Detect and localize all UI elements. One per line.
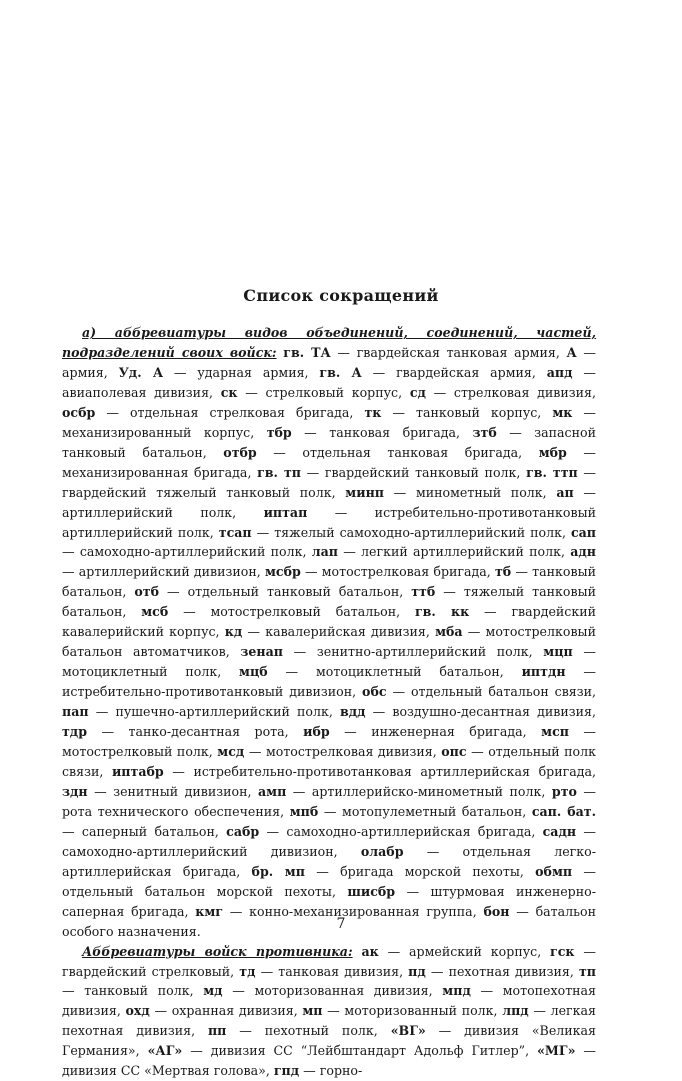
abbreviation-definition: артиллерийский полк <box>62 504 233 520</box>
abbreviation-term: ибр <box>303 724 330 740</box>
abbreviation-entry: сабр — самоходно-артиллерийская бригада <box>226 823 532 839</box>
abbreviation-entry: зенап — зенитно-артиллерийский полк <box>240 644 529 660</box>
abbreviation-entry: ак — армейский корпус <box>361 943 538 959</box>
abbreviation-term: сабр <box>226 823 260 839</box>
abbreviation-definition: отдельный батальон морской пехоты <box>62 883 332 899</box>
abbreviation-term: пап <box>62 704 89 720</box>
abbreviation-entry: охд — охранная дивизия <box>125 1003 294 1019</box>
abbreviation-definition: батальон особого назначения <box>62 903 596 939</box>
abbreviation-definition: моторизованный полк <box>344 1003 494 1019</box>
abbreviation-definition: механизированная бригада <box>62 464 248 480</box>
abbreviation-entry: мк — механизированный корпус <box>62 404 597 440</box>
abbreviation-definition: рота технического обеспечения <box>62 803 281 819</box>
abbreviation-definition: мотострелковая дивизия <box>265 744 433 760</box>
abbreviation-entry: гв. ТА — гвардейская танковая армия <box>283 344 556 360</box>
abbreviation-term: «МГ» <box>537 1043 576 1059</box>
abbreviation-term: иптап <box>263 504 308 520</box>
abbreviation-term: тсап <box>218 524 252 540</box>
abbreviation-definition: отдельный танковый батальон <box>187 584 400 600</box>
abbreviation-term: мцб <box>239 664 268 680</box>
abbreviation-term: А <box>566 344 577 360</box>
abbreviation-entry: мцп — мотоциклетный полк <box>62 644 596 680</box>
abbreviation-entry: гв. кк — гвардейский кавалерийский корпус <box>62 604 597 640</box>
abbreviation-term: адн <box>570 544 596 560</box>
abbreviation-entry: тб — танковый батальон <box>62 564 596 600</box>
abbreviation-definition: самоходно-артиллерийская бригада <box>286 823 532 839</box>
abbreviation-definition: тяжелый самоходно-артиллерийский полк <box>274 524 562 540</box>
abbreviation-term: шисбр <box>347 883 396 899</box>
abbreviation-definition: дивизия СС “Лейбштандарт Адольф Гитлер” <box>210 1043 526 1059</box>
abbreviation-definition: тяжелый танковый батальон <box>62 584 596 620</box>
abbreviation-entry: мсд — мотострелковая дивизия <box>217 744 433 760</box>
abbreviation-definition: танковый полк <box>84 983 190 999</box>
abbreviation-term: иптабр <box>111 763 164 779</box>
abbreviation-term: гв. ТА <box>283 344 331 360</box>
abbreviation-definition: штурмовая инженерно-саперная бригада <box>62 883 596 919</box>
abbreviation-definition: отдельный полк связи <box>62 744 596 779</box>
abbreviation-definition: танковый корпус <box>416 404 538 420</box>
abbreviation-definition: мотострелковый батальон автоматчиков <box>62 624 596 660</box>
abbreviation-definition: мотоциклетный полк <box>62 664 218 680</box>
abbreviation-term: опс <box>441 744 467 760</box>
section-paragraph: а) аббревиатуры видов объединений, соединений, частей, подразделений своих войск: гв. ТА — гвардейская танковая армия, А — армия, Уд. А — ударная армия, гв. А — гвардейская армия, апд — авиаполевая дивизия, ск — стрелковый корпус, сд — стрелковая дивизия, осбр — отдельная стрелковая бригада, тк — танковый корпус, мк — механизированный корпус, тбр — танковая бригада, зтб — запасной танковый батальон, отбр — отдельная танковая бригада, мбр — механизированная бригада, гв. тп — гвардейский танковый полк, гв. ттп — гвардейский тяжелый танковый полк, минп — минометный полк, ап — артиллерийский полк, иптап — истребительно-противотанковый артиллерийский полк, тсап — тяжелый самоходно-артиллерийский полк, сап — самоходно-артиллерийский полк, лап — легкий артиллерийский полк, адн — артиллерийский дивизион, мсбр — мотострелковая бригада, тб — танковый батальон, отб — отдельный танковый батальон, ттб — тяжелый танковый батальон, мсб — мотострелковый батальон, гв. кк — гвардейский кавалерийский корпус, кд — кавалерийская дивизия, мба — мотострелковый батальон автоматчиков, зенап — зенитно-артиллерийский полк, мцп — мотоциклетный полк, мцб — мотоциклетный батальон, иптдн — истребительно-противотанковый дивизион, обс — отдельный батальон связи, пап — пушечно-артиллерийский полк, вдд — воздушно-десантная дивизия, тдр — танко-десантная рота, ибр — инженерная бригада, мсп — мотострелковый полк, мсд — мотострелковая дивизия, опс — отдельный полк связи, иптабр — истребительно-противотанковая артиллерийская бригада, здн — зенитный дивизион, амп — артиллерийско-минометный полк, рто — рота технического обеспечения, мпб — мотопулеметный батальон, сап. бат. — саперный батальон, сабр — самоходно-артиллерийская бригада, садн — самоходно-артиллерийский дивизион, олабр — отдельная легко-артиллерийская бригада, бр. мп — бригада морской пехоты, обмп — отдельный батальон морской пехоты, шисбр — штурмовая инженерно-саперная бригада, кмг — конно-механизированная группа, бон — батальон особого назначения. <box>62 325 597 939</box>
abbreviation-entry: мбр — механизированная бригада <box>62 444 596 480</box>
abbreviation-term: мсб <box>141 604 169 620</box>
abbreviation-definition: горно- <box>319 1063 363 1079</box>
abbreviation-entry: иптабр — истребительно-противотанковая артиллерийская бригада <box>111 763 592 779</box>
abbreviation-term: отб <box>134 584 160 600</box>
abbreviation-entry: бон — батальон особого назначения <box>62 903 596 939</box>
abbreviation-entry: рто — рота технического обеспечения <box>62 783 596 819</box>
abbreviation-term: гв. А <box>319 364 362 380</box>
abbreviation-term: тб <box>494 564 512 580</box>
abbreviation-term: пп <box>207 1023 227 1039</box>
abbreviation-entry: лап — легкий артиллерийский полк <box>311 544 561 560</box>
abbreviation-definition: отдельный батальон связи <box>410 684 592 700</box>
abbreviation-entry: гв. ттп — гвардейский тяжелый танковый полк <box>62 464 596 500</box>
abbreviation-term: мк <box>552 404 573 420</box>
abbreviation-entry: тд — танковая дивизия <box>239 963 400 979</box>
abbreviation-definition: конно-механизированная группа <box>249 903 473 919</box>
abbreviation-entry: тсап — тяжелый самоходно-артиллерийский полк <box>218 524 562 540</box>
abbreviation-term: ттб <box>411 584 436 600</box>
abbreviation-definition: мотострелковая бригада <box>321 564 487 580</box>
abbreviation-definition: танковая бригада <box>329 424 456 440</box>
abbreviation-entry: ибр — инженерная бригада <box>303 724 523 740</box>
abbreviation-entry: бр. мп — бригада морской пехоты <box>251 863 520 879</box>
abbreviation-definition: мотострелковый полк <box>62 744 209 760</box>
abbreviation-term: мп <box>302 1003 323 1019</box>
abbreviation-entry: гв. тп — гвардейский танковый полк <box>257 464 517 480</box>
abbreviation-term: гск <box>550 943 575 959</box>
abbreviation-entry: лпд — легкая пехотная дивизия <box>62 1003 596 1039</box>
page-number: 7 <box>336 916 346 932</box>
abbreviation-entry: ттб — тяжелый танковый батальон <box>62 584 596 620</box>
abbreviation-entry: апд — авиаполевая дивизия <box>62 364 596 400</box>
abbreviation-term: бон <box>483 903 510 919</box>
abbreviation-entry: отб — отдельный танковый батальон <box>134 584 400 600</box>
abbreviation-definition: бригада морской пехоты <box>340 863 520 879</box>
abbreviation-definition: отдельная легко-артиллерийская бригада <box>62 843 596 879</box>
abbreviation-term: апд <box>546 364 573 380</box>
abbreviation-term: сап. бат. <box>531 803 596 819</box>
abbreviation-entry: ап — артиллерийский полк <box>62 484 596 520</box>
abbreviation-definition: мотострелковый батальон <box>210 604 397 620</box>
abbreviation-entry: пп — пехотный полк <box>207 1023 374 1039</box>
abbreviation-entry: иптап — истребительно-противотанковый артиллерийский полк <box>62 504 596 540</box>
abbreviation-entry: «МГ» — дивизия СС «Мертвая голова» <box>62 1043 596 1079</box>
abbreviation-term: тдр <box>62 724 88 740</box>
section-label: а) аббревиатуры видов объединений, соединений, частей, подразделений своих войск: <box>62 325 596 360</box>
abbreviation-entry: «АГ» — дивизия СС “Лейбштандарт Адольф Гитлер” <box>147 1043 526 1059</box>
abbreviation-entry: олабр — отдельная легко-артиллерийская бригада <box>62 843 596 879</box>
abbreviation-term: зтб <box>472 424 497 440</box>
abbreviation-definition: армейский корпус <box>409 943 538 959</box>
abbreviation-definition: легкий артиллерийский полк <box>361 544 561 560</box>
abbreviation-entry: мп — моторизованный полк <box>302 1003 494 1019</box>
abbreviation-entry: адн — артиллерийский дивизион <box>62 544 596 580</box>
abbreviation-entry: тп — танковый полк <box>62 963 596 999</box>
abbreviation-definition: дивизия «Великая Германия» <box>62 1023 596 1059</box>
abbreviation-entry: «ВГ» — дивизия «Великая Германия» <box>62 1023 596 1059</box>
abbreviation-entry: сап — самоходно-артиллерийский полк <box>62 524 597 560</box>
abbreviation-term: садн <box>542 823 577 839</box>
abbreviation-term: мпб <box>289 803 319 819</box>
abbreviation-entry: пап — пушечно-артиллерийский полк <box>62 704 329 720</box>
abbreviation-term: амп <box>257 783 287 799</box>
abbreviation-definition: механизированный корпус <box>62 424 251 440</box>
abbreviation-term: вдд <box>340 704 366 720</box>
abbreviation-definition: самоходно-артиллерийский дивизион <box>62 843 334 859</box>
abbreviation-term: Уд. А <box>118 364 164 380</box>
abbreviation-entry: кмг — конно-механизированная группа <box>195 903 473 919</box>
abbreviation-entry: мпб — мотопулеметный батальон <box>289 803 523 819</box>
abbreviation-definition: истребительно-противотанковый дивизион <box>62 684 353 700</box>
abbreviation-term: лап <box>311 544 338 560</box>
abbreviation-definition: отдельная стрелковая бригада <box>129 404 350 420</box>
abbreviation-entry: мсбр — мотострелковая бригада <box>264 564 487 580</box>
abbreviation-definition: истребительно-противотанковый артиллерийский полк <box>62 504 596 540</box>
abbreviation-definition: инженерная бригада <box>371 724 523 740</box>
abbreviation-definition: армия <box>62 364 104 380</box>
abbreviation-entry: мсб — мотострелковый батальон <box>141 604 397 620</box>
abbreviation-entry: мцб — мотоциклетный батальон <box>239 664 500 680</box>
abbreviation-list <box>62 323 596 1081</box>
abbreviation-entry: отбр — отдельная танковая бригада <box>223 444 519 460</box>
abbreviation-term: сд <box>409 384 426 400</box>
abbreviation-term: мд <box>203 983 223 999</box>
abbreviation-term: тк <box>364 404 382 420</box>
abbreviation-term: мбр <box>538 444 567 460</box>
abbreviation-term: зенап <box>240 644 284 660</box>
abbreviation-entry: тбр — танковая бригада <box>266 424 456 440</box>
abbreviation-definition: кавалерийская дивизия <box>265 624 426 640</box>
page-title: Список сокращений <box>243 286 439 305</box>
abbreviation-term: кмг <box>195 903 224 919</box>
abbreviation-definition: ударная армия <box>197 364 305 380</box>
abbreviation-definition: мотоциклетный батальон <box>315 664 500 680</box>
abbreviation-definition: артиллерийский дивизион <box>78 564 257 580</box>
abbreviation-entry: опс — отдельный полк связи <box>62 744 596 779</box>
abbreviation-term: иптдн <box>521 664 566 680</box>
abbreviation-definition: танко-десантная рота <box>128 724 285 740</box>
abbreviation-term: гв. ттп <box>526 464 578 480</box>
abbreviation-term: мсд <box>217 744 245 760</box>
section-paragraph: Аббревиатуры войск противника: ак — армейский корпус, гск — гвардейский стрелковый, тд — танковая дивизия, пд — пехотная дивизия, тп — танковый полк, мд — моторизованная дивизия, мпд — мотопехотная дивизия, охд — охранная дивизия, мп — моторизованный полк, лпд — легкая пехотная дивизия, пп — пехотный полк, «ВГ» — дивизия «Великая Германия», «АГ» — дивизия СС “Лейбштандарт Адольф Гитлер”, «МГ» — дивизия СС «Мертвая голова», гпд — горно- <box>62 943 597 1079</box>
abbreviation-term: мцп <box>543 644 573 660</box>
abbreviation-definition: гвардейская танковая армия <box>356 344 556 360</box>
abbreviation-entry: А — армия <box>62 344 597 380</box>
abbreviation-entry: мсп — мотострелковый полк <box>62 724 597 760</box>
abbreviation-term: здн <box>62 783 88 799</box>
abbreviation-entry: шисбр — штурмовая инженерно-саперная бригада <box>62 883 596 919</box>
abbreviation-entry: сд — стрелковая дивизия <box>409 384 592 400</box>
abbreviation-definition: истребительно-противотанковая артиллерийская бригада <box>193 763 592 779</box>
abbreviation-definition: стрелковая дивизия <box>453 384 592 400</box>
abbreviation-definition: гвардейский стрелковый <box>62 963 231 979</box>
abbreviation-entry: гск — гвардейский стрелковый <box>62 943 596 979</box>
abbreviation-definition: охранная дивизия <box>171 1003 294 1019</box>
abbreviation-definition: гвардейский танковый полк <box>324 464 517 480</box>
abbreviation-definition: легкая пехотная дивизия <box>62 1003 596 1039</box>
abbreviation-term: минп <box>345 484 385 500</box>
abbreviation-term: кд <box>224 624 243 640</box>
abbreviation-entry: минп — минометный полк <box>345 484 543 500</box>
abbreviation-definition: зенитно-артиллерийский полк <box>316 644 529 660</box>
abbreviation-term: ск <box>220 384 238 400</box>
abbreviation-term: мсбр <box>264 564 301 580</box>
abbreviation-entry: садн — самоходно-артиллерийский дивизион <box>62 823 596 859</box>
abbreviation-entry: иптдн — истребительно-противотанковый дивизион <box>62 664 596 700</box>
abbreviation-definition: танковый батальон <box>62 564 596 600</box>
abbreviation-definition: саперный батальон <box>81 823 215 839</box>
abbreviation-term: гпд <box>273 1063 300 1079</box>
abbreviation-term: тд <box>239 963 256 979</box>
abbreviation-entry: кд — кавалерийская дивизия <box>224 624 426 640</box>
abbreviation-entry: зтб — запасной танковый батальон <box>62 424 596 460</box>
abbreviation-term: тбр <box>266 424 292 440</box>
abbreviation-entry: сап. бат. — саперный батальон <box>62 803 596 839</box>
abbreviation-definition: авиаполевая дивизия <box>62 384 210 400</box>
abbreviation-definition: танковая дивизия <box>278 963 400 979</box>
abbreviation-definition: запасной танковый батальон <box>62 424 596 460</box>
abbreviation-definition: зенитный дивизион <box>113 783 248 799</box>
abbreviation-entry: мба — мотострелковый батальон автоматчиков <box>62 624 596 660</box>
abbreviation-term: мпд <box>442 983 471 999</box>
abbreviation-term: обмп <box>535 863 573 879</box>
section-label: Аббревиатуры войск противника: <box>82 943 353 959</box>
abbreviation-entry: мд — моторизованная дивизия <box>203 983 429 999</box>
abbreviation-term: пд <box>408 963 426 979</box>
abbreviation-term: лпд <box>502 1003 529 1019</box>
abbreviation-entry: осбр — отдельная стрелковая бригада <box>62 404 350 420</box>
abbreviation-entry: мпд — мотопехотная дивизия <box>62 983 597 1019</box>
abbreviation-definition: моторизованная дивизия <box>254 983 429 999</box>
abbreviation-term: рто <box>551 783 577 799</box>
abbreviation-term: мсп <box>541 724 569 740</box>
abbreviation-entry: тк — танковый корпус <box>364 404 538 420</box>
abbreviation-term: обс <box>362 684 387 700</box>
abbreviation-definition: воздушно-десантная дивизия <box>392 704 592 720</box>
abbreviation-entry: здн — зенитный дивизион <box>62 783 248 799</box>
abbreviation-term: ак <box>361 943 379 959</box>
abbreviation-definition: пехотная дивизия <box>448 963 570 979</box>
abbreviation-term: отбр <box>223 444 257 460</box>
abbreviation-definition: артиллерийско-минометный полк <box>311 783 542 799</box>
abbreviation-term: мба <box>435 624 463 640</box>
abbreviation-entry: вдд — воздушно-десантная дивизия <box>340 704 592 720</box>
abbreviation-entry: Уд. А — ударная армия <box>118 364 305 380</box>
abbreviation-definition: дивизия СС «Мертвая голова» <box>62 1063 266 1079</box>
abbreviation-term: «АГ» <box>147 1043 183 1059</box>
abbreviation-entry: тдр — танко-десантная рота <box>62 724 285 740</box>
abbreviation-entry: обмп — отдельный батальон морской пехоты <box>62 863 596 899</box>
abbreviation-definition: стрелковый корпус <box>265 384 399 400</box>
abbreviation-entry: обс — отдельный батальон связи <box>362 684 592 700</box>
abbreviation-term: сап <box>570 524 597 540</box>
abbreviation-definition: гвардейский тяжелый танковый полк <box>62 484 332 500</box>
abbreviation-term: гв. тп <box>257 464 301 480</box>
abbreviation-term: бр. мп <box>251 863 305 879</box>
abbreviation-definition: гвардейский кавалерийский корпус <box>62 604 597 640</box>
abbreviation-term: тп <box>578 963 596 979</box>
abbreviation-definition: пушечно-артиллерийский полк <box>115 704 329 720</box>
abbreviation-definition: отдельная танковая бригада <box>302 444 519 460</box>
abbreviation-entry: ск — стрелковый корпус <box>220 384 399 400</box>
abbreviation-term: охд <box>125 1003 150 1019</box>
abbreviation-entry: амп — артиллерийско-минометный полк <box>257 783 542 799</box>
abbreviation-definition: мотопулеметный батальон <box>342 803 523 819</box>
abbreviation-entry: гв. А — гвардейская армия <box>319 364 532 380</box>
abbreviation-entry: пд — пехотная дивизия <box>408 963 570 979</box>
abbreviation-term: олабр <box>360 843 404 859</box>
abbreviation-definition: гвардейская армия <box>396 364 532 380</box>
abbreviation-entry: гпд — горно- <box>273 1063 363 1079</box>
abbreviation-term: ап <box>556 484 574 500</box>
abbreviation-term: «ВГ» <box>390 1023 426 1039</box>
abbreviation-definition: пехотный полк <box>264 1023 374 1039</box>
abbreviation-definition: мотопехотная дивизия <box>62 983 597 1019</box>
abbreviation-definition: минометный полк <box>415 484 543 500</box>
abbreviation-definition: самоходно-артиллерийский полк <box>79 544 303 560</box>
abbreviation-term: осбр <box>62 404 96 420</box>
abbreviation-term: гв. кк <box>414 604 470 620</box>
